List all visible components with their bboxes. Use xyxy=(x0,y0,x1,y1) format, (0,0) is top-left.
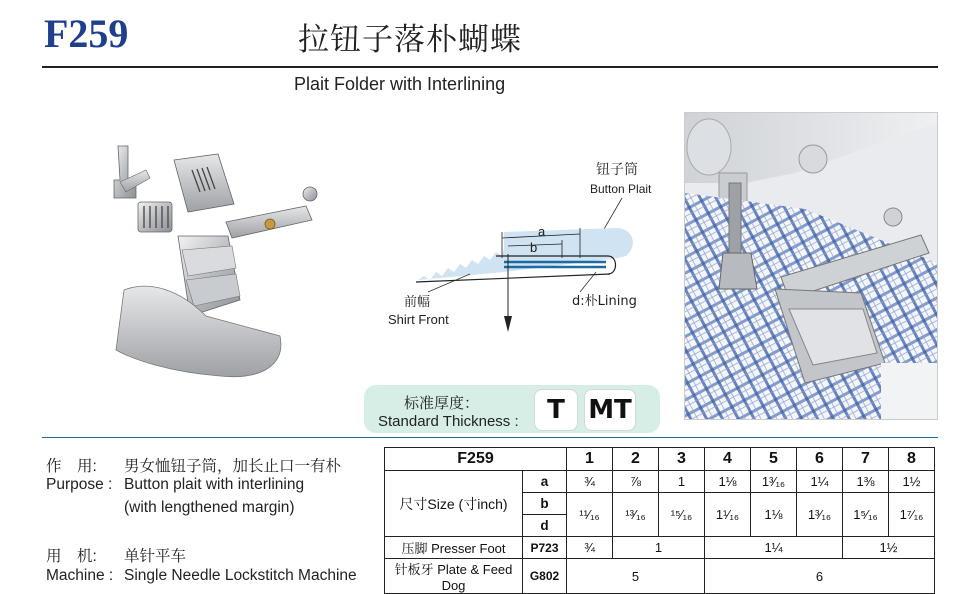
value-a: 1³⁄₁₆ xyxy=(751,471,797,493)
section-divider xyxy=(42,437,938,438)
purpose-en-text-2: (with lengthened margin) xyxy=(124,499,295,516)
product-code: F259 xyxy=(44,11,129,56)
spec-row-presser xyxy=(385,537,935,559)
label-front-en: Shirt Front xyxy=(388,312,449,327)
spec-header-row xyxy=(385,448,935,471)
label-plait-en: Button Plait xyxy=(590,182,652,196)
spec-table xyxy=(384,447,935,594)
size-header: 5 xyxy=(751,448,797,471)
label-lining: d:朴Lining xyxy=(572,294,637,309)
machine-cn-text: 单针平车 xyxy=(124,548,187,565)
presser-value: ¾ xyxy=(567,537,613,559)
presser-value: 1 xyxy=(613,537,705,559)
fold-cross-section-diagram xyxy=(388,150,664,350)
plate-value: 5 xyxy=(567,559,705,594)
header-divider xyxy=(42,66,938,68)
value-bd: 1³⁄₁₆ xyxy=(797,493,843,537)
label-dim-b: b xyxy=(530,240,538,255)
value-a: 1¼ xyxy=(797,471,843,493)
spec-model-cell: F259 xyxy=(385,448,567,471)
attachment-parts-photo xyxy=(110,140,350,380)
value-bd: ¹¹⁄₁₆ xyxy=(567,493,613,537)
machine-cn-line xyxy=(46,544,186,566)
value-a: ⅞ xyxy=(613,471,659,493)
row-key-a: a xyxy=(523,471,567,493)
size-header: 4 xyxy=(705,448,751,471)
size-header: 3 xyxy=(659,448,705,471)
label-front-cn: 前幅 xyxy=(404,295,431,310)
size-header: 8 xyxy=(889,448,935,471)
machine-en-key: Machine : xyxy=(46,567,114,584)
presser-value: 1½ xyxy=(843,537,935,559)
plate-value: 6 xyxy=(705,559,935,594)
thickness-badge-mt: MT xyxy=(584,389,636,431)
presser-value: 1¼ xyxy=(705,537,843,559)
spec-row-a xyxy=(385,471,935,493)
machine-cn-key: 用 机: xyxy=(46,548,97,565)
value-a: 1 xyxy=(659,471,705,493)
machine-in-use-photo xyxy=(684,112,938,420)
value-a: ¾ xyxy=(567,471,613,493)
size-header: 7 xyxy=(843,448,889,471)
standard-thickness-label-en: Standard Thickness : xyxy=(378,413,519,430)
label-plait-cn: 钮子筒 xyxy=(596,162,638,178)
purpose-en-text: Button plait with interlining xyxy=(124,476,305,493)
purpose-cn-key: 作 用: xyxy=(46,458,97,475)
row-key-d: d xyxy=(523,515,567,537)
purpose-en-key: Purpose : xyxy=(46,476,113,493)
machine-en-text: Single Needle Lockstitch Machine xyxy=(124,567,357,584)
value-bd: 1⅛ xyxy=(751,493,797,537)
purpose-en-line xyxy=(46,476,304,494)
product-subtitle: Plait Folder with Interlining xyxy=(294,74,506,94)
size-label-cell: 尺寸Size (寸inch) xyxy=(385,471,523,537)
size-header: 2 xyxy=(613,448,659,471)
value-bd: 1⁵⁄₁₆ xyxy=(843,493,889,537)
presser-foot-code: P723 xyxy=(523,537,567,559)
value-bd: 1¹⁄₁₆ xyxy=(705,493,751,537)
value-a: 1⅜ xyxy=(843,471,889,493)
product-title-cn: 拉钮子落朴蝴蝶 xyxy=(298,22,522,58)
presser-foot-label: 压脚 Presser Foot xyxy=(385,537,523,559)
row-key-b: b xyxy=(523,493,567,515)
machine-en-line xyxy=(46,567,357,585)
plate-feed-dog-code: G802 xyxy=(523,559,567,594)
purpose-cn-line xyxy=(46,454,341,476)
value-a: 1½ xyxy=(889,471,935,493)
plate-feed-dog-label: 针板牙 Plate & Feed Dog xyxy=(385,559,523,594)
purpose-cn-text: 男女恤钮子筒，加长止口一有朴 xyxy=(124,458,342,475)
thickness-badge-t: T xyxy=(534,389,578,431)
value-bd: ¹³⁄₁₆ xyxy=(613,493,659,537)
size-header: 6 xyxy=(797,448,843,471)
size-header: 1 xyxy=(567,448,613,471)
value-a: 1⅛ xyxy=(705,471,751,493)
spec-row-plate xyxy=(385,559,935,594)
label-dim-a: a xyxy=(538,224,546,239)
value-bd: ¹⁵⁄₁₆ xyxy=(659,493,705,537)
value-bd: 1⁷⁄₁₆ xyxy=(889,493,935,537)
standard-thickness-label-cn: 标准厚度： xyxy=(404,394,480,412)
